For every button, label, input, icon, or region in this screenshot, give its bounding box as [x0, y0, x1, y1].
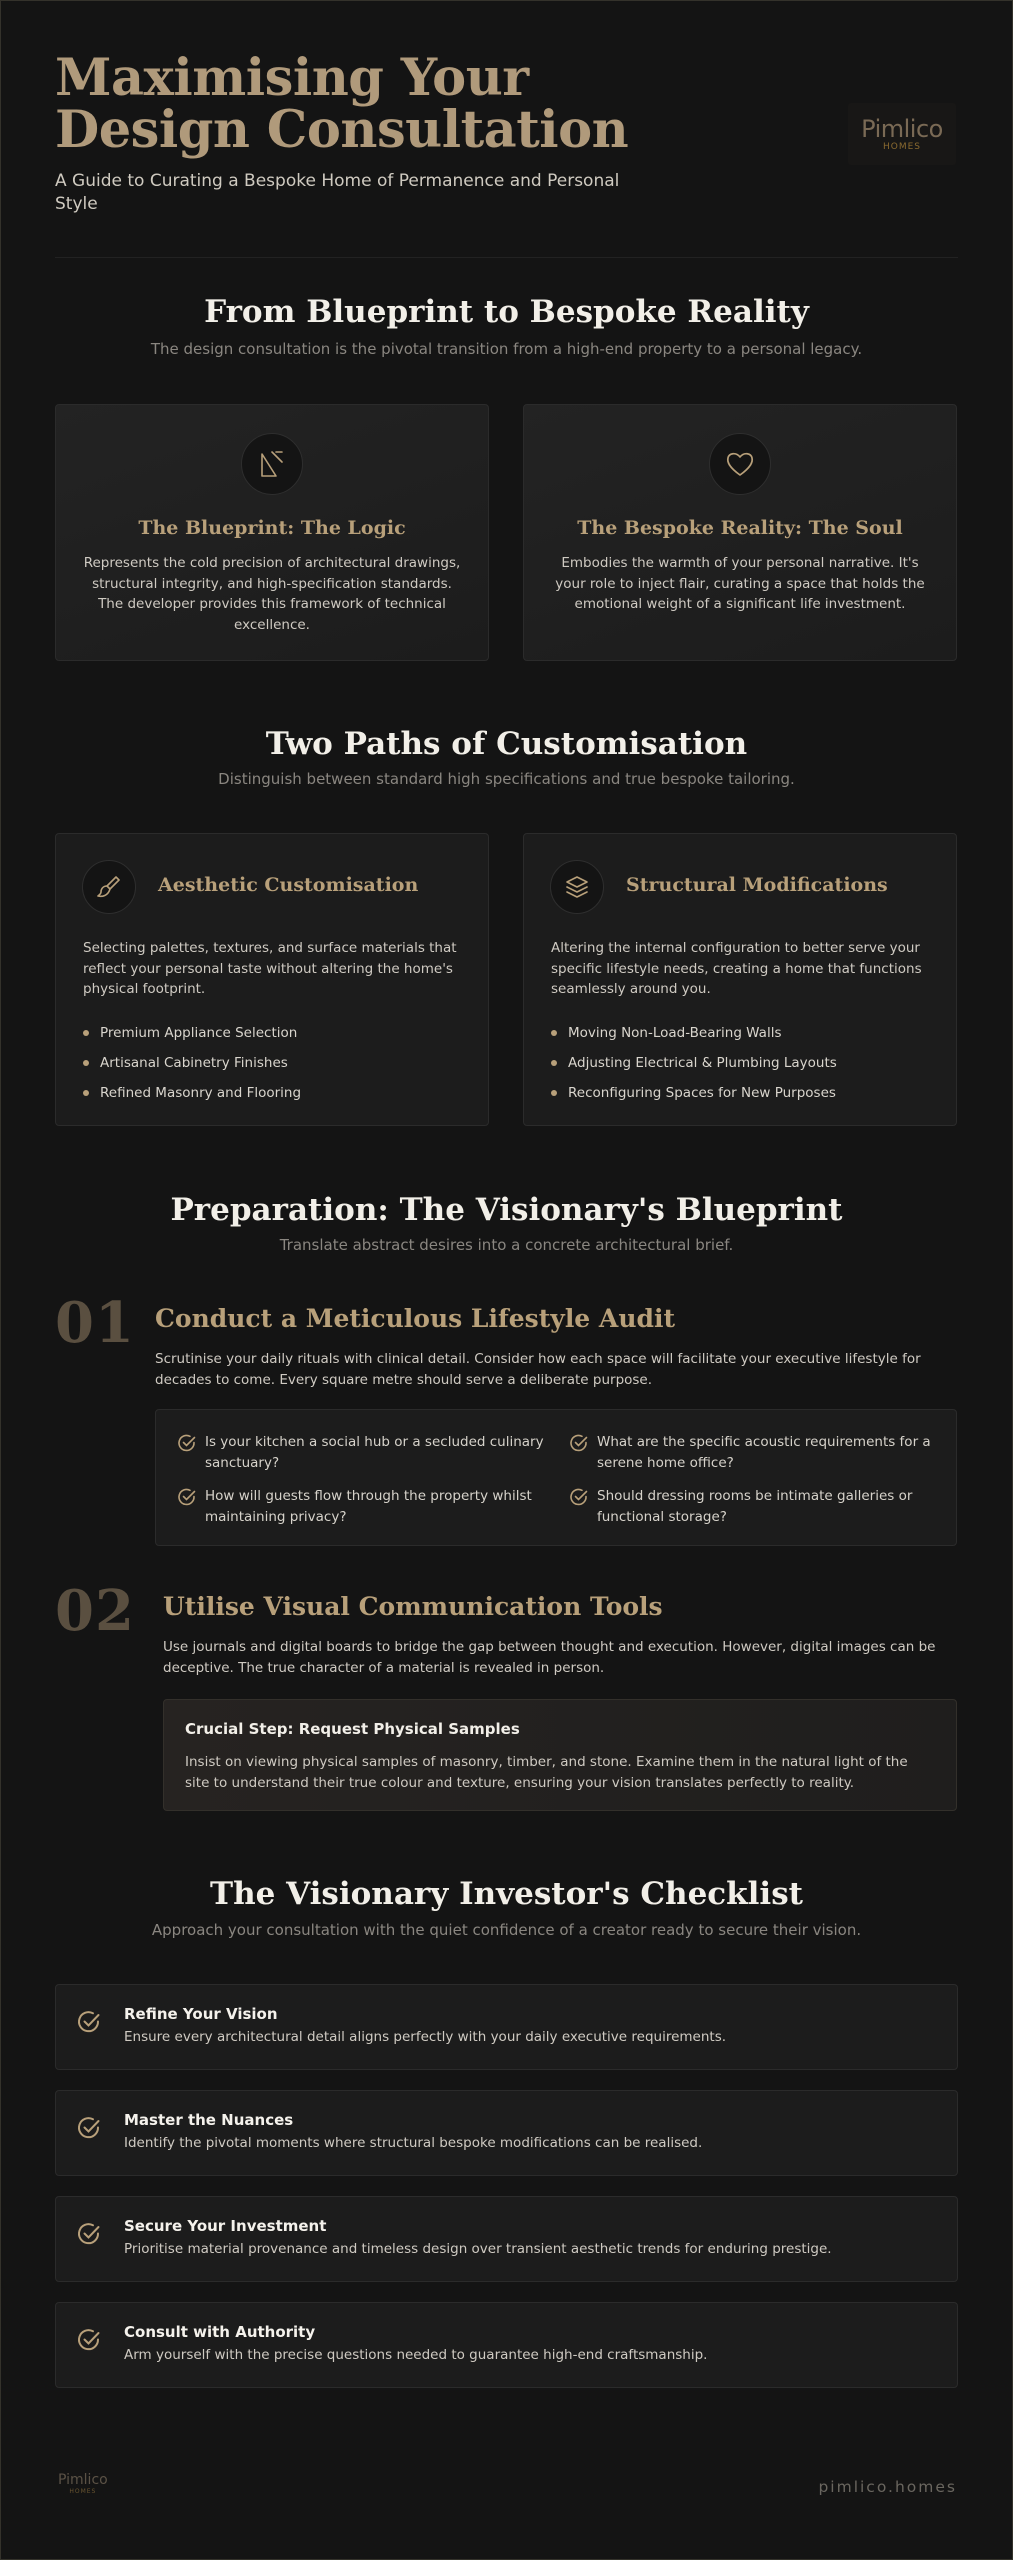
checklist-item-text: Arm yourself with the precise questions needed to guarantee high-end craftsmanship.: [124, 2347, 708, 2363]
path-card-structural: [523, 833, 957, 1126]
header-divider: [55, 257, 958, 258]
circle-check-icon: [177, 1432, 205, 1473]
step-title: Conduct a Meticulous Lifestyle Audit: [155, 1304, 676, 1333]
layers-icon: [550, 860, 604, 914]
card-title: The Bespoke Reality: The Soul: [577, 517, 903, 539]
checklist-item: [55, 1984, 958, 2070]
list-item: Moving Non-Load-Bearing Walls: [551, 1018, 837, 1048]
feature-list: [551, 1018, 837, 1108]
card-text: Altering the internal configuration to better serve your specific lifestyle needs, creating a home that functions seamlessly around you.: [551, 940, 922, 997]
checklist-item-text: Ensure every architectural detail aligns perfectly with your daily executive requirements.: [124, 2029, 727, 2045]
question-box: [155, 1409, 957, 1546]
paintbrush-icon: [82, 860, 136, 914]
question-item: Is your kitchen a social hub or a secluded culinary sanctuary?: [177, 1432, 557, 1473]
circle-check-icon: [569, 1432, 597, 1473]
step-text: Use journals and digital boards to bridge the gap between thought and execution. However, digital images can be deceptive. The true character of a material is revealed in person.: [163, 1639, 936, 1676]
list-item: Reconfiguring Spaces for New Purposes: [551, 1078, 837, 1108]
compass-icon: [241, 433, 303, 495]
step-title: Utilise Visual Communication Tools: [163, 1592, 663, 1621]
page-title: Maximising Your Design Consultation: [55, 48, 629, 160]
section-title-checklist: The Visionary Investor's Checklist: [210, 1876, 803, 1912]
bullet-dot-icon: [83, 1060, 89, 1066]
bullet-dot-icon: [551, 1030, 557, 1036]
list-item: Premium Appliance Selection: [83, 1018, 301, 1048]
callout-title: Crucial Step: Request Physical Samples: [185, 1720, 520, 1738]
footer-website-link[interactable]: pimlico.homes: [818, 2478, 957, 2496]
checklist-item: [55, 2090, 958, 2176]
card-title: Structural Modifications: [626, 874, 888, 896]
step-number: 01: [55, 1290, 135, 1356]
checklist-item-text: Prioritise material provenance and timeless design over transient aesthetic trends for enduring prestige.: [124, 2241, 832, 2257]
page-subtitle: A Guide to Curating a Bespoke Home of Permanence and Personal Style: [55, 171, 620, 214]
checklist-item-title: Refine Your Vision: [124, 2005, 278, 2023]
circle-check-icon: [76, 2009, 102, 2039]
question-item: Should dressing rooms be intimate galleries or functional storage?: [569, 1486, 949, 1527]
step-number: 02: [55, 1578, 135, 1644]
list-item: Refined Masonry and Flooring: [83, 1078, 301, 1108]
path-card-aesthetic: [55, 833, 489, 1126]
circle-check-icon: [177, 1486, 205, 1527]
section-title-preparation: Preparation: The Visionary's Blueprint: [170, 1192, 843, 1228]
footer-logo: [58, 2473, 108, 2495]
circle-check-icon: [569, 1486, 597, 1527]
checklist-item-title: Secure Your Investment: [124, 2217, 327, 2235]
bullet-dot-icon: [83, 1030, 89, 1036]
feature-list: [83, 1018, 301, 1108]
section-title-paths: Two Paths of Customisation: [265, 726, 748, 762]
checklist-item-title: Master the Nuances: [124, 2111, 294, 2129]
card-text: Embodies the warmth of your personal narrative. It's your role to inject flair, curating a space that holds the emotional weight of a significant life investment.: [555, 555, 925, 612]
bullet-dot-icon: [551, 1090, 557, 1096]
checklist-item-text: Identify the pivotal moments where structural bespoke modifications can be realised.: [124, 2135, 703, 2151]
checklist-item: [55, 2196, 958, 2282]
section-subtitle-paths: Distinguish between standard high specifications and true bespoke tailoring.: [218, 770, 795, 788]
card-text: Selecting palettes, textures, and surface materials that reflect your personal taste without altering the home's physical footprint.: [83, 940, 457, 997]
section-subtitle-blueprint: The design consultation is the pivotal transition from a high-end property to a personal legacy.: [150, 340, 863, 358]
circle-check-icon: [76, 2221, 102, 2251]
step-text: Scrutinise your daily rituals with clinical detail. Consider how each space will facilitate your executive lifestyle for decades to come. Every square metre should serve a deliberate purpose.: [155, 1351, 921, 1388]
logo-word: Pimlico: [861, 115, 943, 143]
card-text: Represents the cold precision of architectural drawings, structural integrity, and high-specification standards. The developer provides this framework of technical excellence.: [83, 555, 461, 633]
footer-logo-tag: HOMES: [69, 2488, 97, 2495]
logo-tag: HOMES: [882, 142, 922, 152]
brand-logo: [848, 103, 956, 165]
section-subtitle-preparation: Translate abstract desires into a concrete architectural brief.: [279, 1236, 734, 1254]
bullet-dot-icon: [551, 1060, 557, 1066]
list-item: Adjusting Electrical & Plumbing Layouts: [551, 1048, 837, 1078]
circle-check-icon: [76, 2115, 102, 2145]
circle-check-icon: [76, 2327, 102, 2357]
bullet-dot-icon: [83, 1090, 89, 1096]
card-title: The Blueprint: The Logic: [138, 517, 406, 539]
card-title: Aesthetic Customisation: [158, 874, 419, 896]
question-item: How will guests flow through the property whilst maintaining privacy?: [177, 1486, 557, 1527]
section-title-blueprint: From Blueprint to Bespoke Reality: [204, 294, 809, 330]
section-subtitle-checklist: Approach your consultation with the quiet confidence of a creator ready to secure their vision.: [151, 1921, 862, 1939]
callout-box: [163, 1699, 957, 1811]
callout-text: Insist on viewing physical samples of masonry, timber, and stone. Examine them in the natural light of the site to understand their true colour and texture, ensuring your vision translates perfectly to reality.: [185, 1754, 908, 1791]
footer-logo-word: Pimlico: [58, 2472, 108, 2488]
checklist-item-title: Consult with Authority: [124, 2323, 316, 2341]
list-item: Artisanal Cabinetry Finishes: [83, 1048, 301, 1078]
blueprint-card-logic: [55, 404, 489, 661]
blueprint-card-soul: [523, 404, 957, 661]
question-item: What are the specific acoustic requirements for a serene home office?: [569, 1432, 949, 1473]
checklist-item: [55, 2302, 958, 2388]
heart-icon: [709, 433, 771, 495]
